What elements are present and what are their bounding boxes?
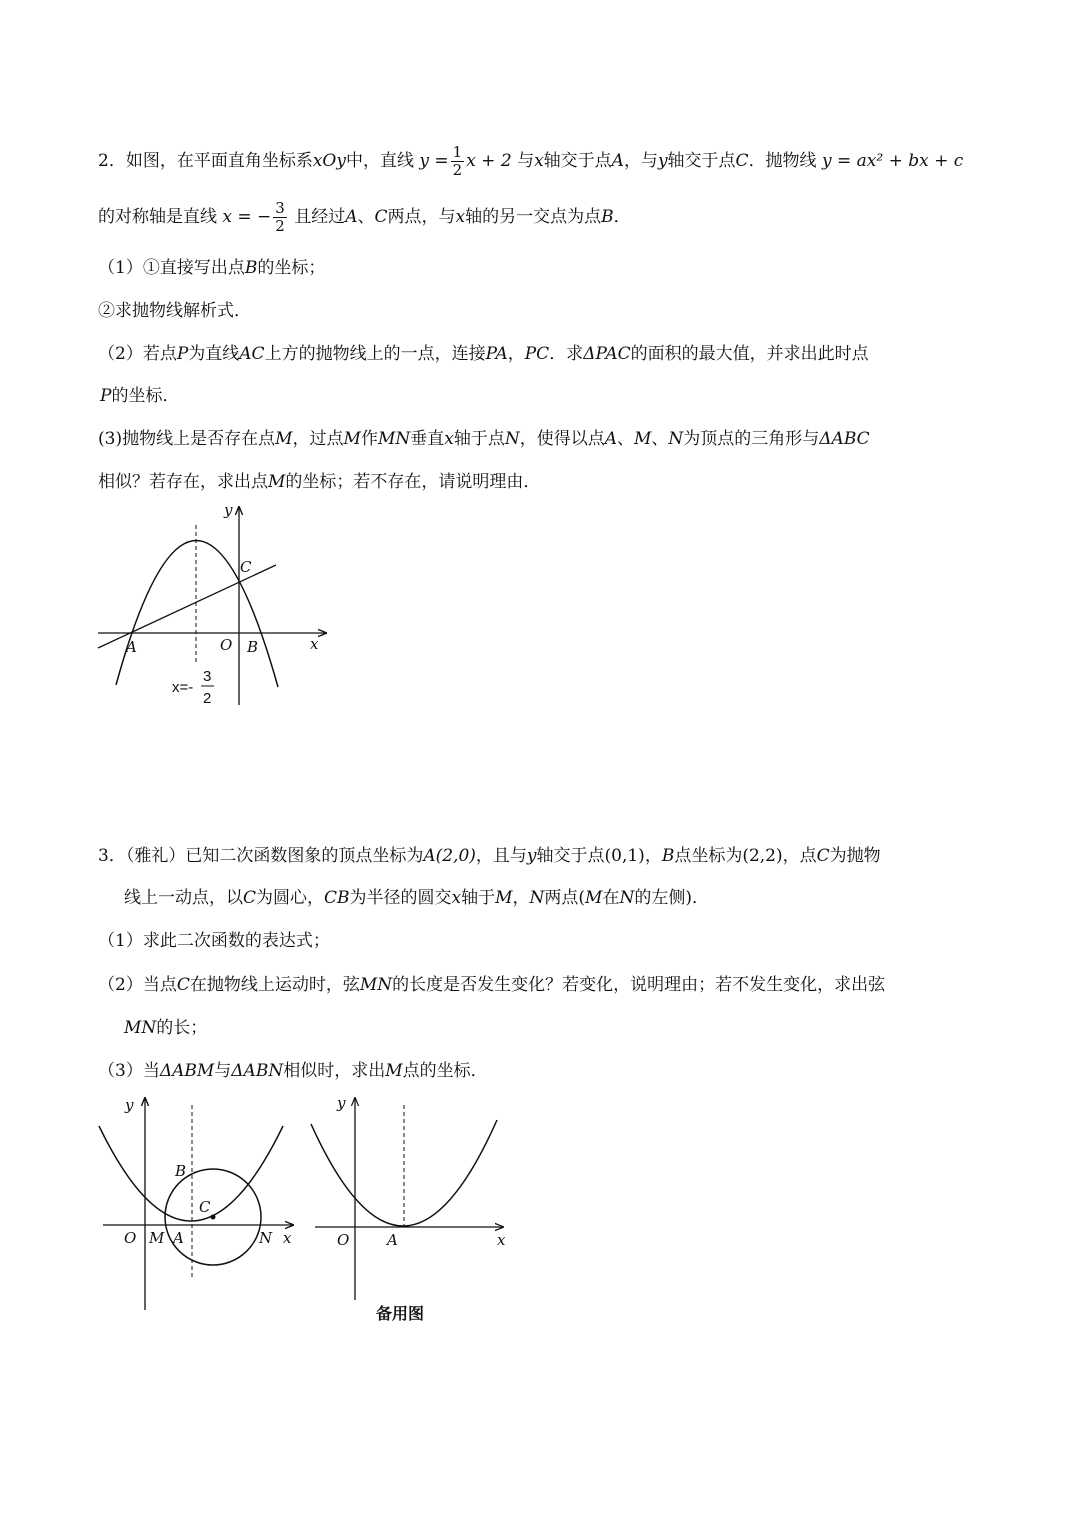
frac-num: 1 — [452, 143, 463, 161]
q2-math: y = — [419, 151, 449, 171]
q3-text: 的长； — [156, 1018, 208, 1038]
q2-text: 的坐标； — [257, 258, 326, 278]
q3-math: (0,1) — [604, 846, 645, 866]
q2-text: 的对称轴是直线 — [98, 207, 217, 227]
q2-text: 轴于点 — [453, 429, 505, 449]
q2-math: A — [611, 151, 624, 171]
frac-num: 3 — [275, 199, 285, 217]
q2-text: 轴交于点 — [667, 151, 736, 171]
q2-math: x — [534, 151, 544, 171]
q2-math: N — [504, 429, 520, 449]
q3-math: x — [451, 888, 462, 908]
q2-text: 的坐标． — [111, 386, 180, 406]
q2-math: C — [374, 207, 388, 227]
q3-text: 的左侧)． — [634, 888, 709, 908]
q2-fraction — [273, 200, 287, 235]
q2-math: P — [176, 344, 189, 364]
origin-label: O — [337, 1231, 350, 1249]
q3-text: 相似时，求出 — [283, 1061, 386, 1081]
backup-figure-caption: 备用图 — [376, 1306, 425, 1323]
y-label: y — [224, 501, 233, 519]
q2-text: （1）①直接写出点 — [98, 258, 245, 278]
q2-math: M — [343, 429, 361, 449]
point-a-label: A — [126, 638, 137, 656]
q2-math: y = ax² + bx + c — [821, 151, 964, 171]
q3-text: 两点( — [544, 888, 586, 908]
q2-math: B — [601, 207, 614, 227]
origin-label: O — [220, 636, 233, 654]
q3-part-2 — [98, 974, 885, 996]
q3-math: MN — [124, 1018, 157, 1038]
q2-math: N — [668, 429, 684, 449]
q3-text: ， — [512, 888, 530, 908]
axis-equation-num: 3 — [203, 668, 212, 685]
q2-line-1 — [98, 144, 963, 179]
q2-math: xOy — [312, 151, 346, 171]
q2-part-2-line-2 — [100, 385, 179, 407]
q2-text: 的面积的最大值，并求出此时点 — [630, 344, 869, 364]
point-c-label: C — [199, 1198, 211, 1216]
x-label: x — [310, 635, 319, 653]
q2-line-2 — [98, 200, 631, 235]
q2-math: M — [633, 429, 652, 449]
q3-math: CB — [324, 888, 350, 908]
q2-text: ，使得以点 — [519, 429, 605, 449]
q2-text: 的坐标；若不存在，请说明理由． — [285, 472, 541, 492]
q3-text: 轴于 — [461, 888, 496, 908]
q3-text: （2）当点 — [98, 975, 177, 995]
q3-text: 在抛物线上运动时，弦 — [189, 975, 360, 995]
q3-text: 为半径的圆交 — [349, 888, 452, 908]
q2-math: AC — [239, 344, 265, 364]
q3-text: 3．（雅礼）已知二次函数图象的顶点坐标为 — [98, 846, 424, 866]
q3-text: ，点 — [782, 846, 817, 866]
q2-text: 上方的抛物线上的一点，连接 — [264, 344, 486, 364]
q2-math: x — [455, 207, 466, 227]
q2-text: 轴交于点 — [543, 151, 612, 171]
q3-math: M — [495, 888, 513, 908]
q3-math: C — [176, 975, 190, 995]
q3-text: 的长度是否发生变化？若变化，说明理由；若不发生变化，求出弦 — [392, 975, 886, 995]
q3-math: MN — [359, 975, 393, 995]
q2-text: 、 — [616, 429, 634, 449]
q2-text: 轴的另一交点为点 — [465, 207, 602, 227]
point-a-label: A — [173, 1229, 184, 1247]
q3-text: 点坐标为 — [674, 846, 743, 866]
q3-text: （1）求此二次函数的表达式； — [98, 931, 330, 951]
q3-math: M — [385, 1061, 403, 1081]
q2-text: ②求抛物线解析式． — [98, 301, 251, 321]
q2-math: M — [275, 429, 293, 449]
q3-text: ， — [644, 846, 662, 866]
q3-text: 轴交于点 — [536, 846, 605, 866]
q2-part-1 — [98, 257, 325, 279]
q3-math: ΔABM — [159, 1061, 215, 1081]
q2-math: x = − — [222, 207, 272, 227]
line-ac — [98, 565, 276, 648]
frac-den: 2 — [275, 217, 285, 235]
q3-text: 线上一动点，以 — [124, 888, 243, 908]
q2-math: B — [244, 258, 258, 278]
q3-math: y — [526, 846, 537, 866]
q2-math: C — [735, 151, 749, 171]
q2-text: 为顶点的三角形与 — [683, 429, 820, 449]
q2-text: ，与 — [623, 151, 658, 171]
q3-part-2-line-2 — [124, 1017, 207, 1039]
axis-equation-den: 2 — [203, 690, 212, 707]
q2-part-3 — [98, 428, 870, 450]
axis-equation-label: x=- — [172, 679, 194, 696]
q2-text: 为直线 — [188, 344, 240, 364]
q2-text: 2．如图，在平面直角坐标系 — [98, 151, 313, 171]
q2-text: 相似？若存在，求出点 — [98, 472, 268, 492]
q2-text: 、 — [651, 429, 669, 449]
q3-line-2 — [124, 887, 709, 909]
q3-text: （3）当 — [98, 1061, 160, 1081]
q2-math: x + 2 — [466, 151, 512, 171]
q3-math: A(2,0) — [423, 846, 476, 866]
q2-text: ， — [507, 344, 525, 364]
q2-text: 垂直 — [410, 429, 445, 449]
q2-fraction — [451, 144, 465, 179]
q2-text: ．求 — [549, 344, 584, 364]
q2-text: 、 — [357, 207, 375, 227]
q2-text: 作 — [360, 429, 378, 449]
q2-text: 两点，与 — [387, 207, 456, 227]
q3-math: N — [529, 888, 545, 908]
q2-text: ． — [613, 207, 631, 227]
y-label: y — [337, 1094, 346, 1112]
q2-text: 中，直线 — [345, 151, 414, 171]
q3-math: M — [585, 888, 603, 908]
point-c-label: C — [240, 558, 252, 576]
q2-math: A — [604, 429, 617, 449]
point-b-label: B — [247, 638, 259, 656]
q3-part-3 — [98, 1060, 488, 1082]
q3-text: 点的坐标． — [402, 1061, 488, 1081]
q3-math: C — [243, 888, 257, 908]
q3-text: 为抛物 — [829, 846, 881, 866]
q2-text: 且经过 — [294, 207, 346, 227]
q2-part-1-2 — [98, 300, 251, 322]
q2-math: PA — [485, 344, 508, 364]
q2-math: A — [345, 207, 358, 227]
parabola — [116, 540, 278, 687]
q2-part-3-line-2 — [98, 471, 540, 493]
q3-text: 在 — [602, 888, 620, 908]
q2-text: (3)抛物线上是否存在点 — [98, 429, 276, 449]
q2-math: P — [100, 386, 112, 406]
q3-text: 为圆心， — [256, 888, 325, 908]
q2-math: x — [444, 429, 454, 449]
q3-math: C — [816, 846, 830, 866]
point-n-label: N — [259, 1229, 273, 1247]
q3-math: ΔABN — [231, 1061, 284, 1081]
x-label: x — [497, 1231, 506, 1249]
q2-math: M — [268, 472, 286, 492]
q3-figure-1 — [95, 1090, 310, 1315]
q3-part-1 — [98, 930, 330, 952]
q2-math: ΔPAC — [583, 344, 631, 364]
q3-math: B — [661, 846, 675, 866]
q3-math: N — [619, 888, 635, 908]
q2-math: ΔABC — [819, 429, 870, 449]
frac-den: 2 — [452, 161, 463, 179]
point-c — [211, 1215, 216, 1220]
q2-text: （2）若点 — [98, 344, 177, 364]
q2-math: MN — [377, 429, 411, 449]
q3-math: (2,2) — [742, 846, 783, 866]
x-label: x — [283, 1229, 292, 1247]
q2-text: ，过点 — [292, 429, 344, 449]
q3-line-1 — [98, 845, 881, 867]
q2-text: ．抛物线 — [748, 151, 817, 171]
q3-text: 与 — [214, 1061, 232, 1081]
q2-part-2 — [98, 343, 869, 365]
q2-math: y — [657, 151, 668, 171]
q3-text: ，且与 — [475, 846, 527, 866]
q2-figure — [90, 495, 340, 715]
point-a-label: A — [387, 1231, 398, 1249]
origin-label: O — [124, 1229, 137, 1247]
point-b-label: B — [175, 1162, 187, 1180]
q2-math: PC — [524, 344, 550, 364]
q3-figure-2 — [305, 1090, 520, 1315]
q2-text: 与 — [517, 151, 535, 171]
point-m-label: M — [149, 1229, 165, 1247]
y-label: y — [125, 1096, 134, 1114]
